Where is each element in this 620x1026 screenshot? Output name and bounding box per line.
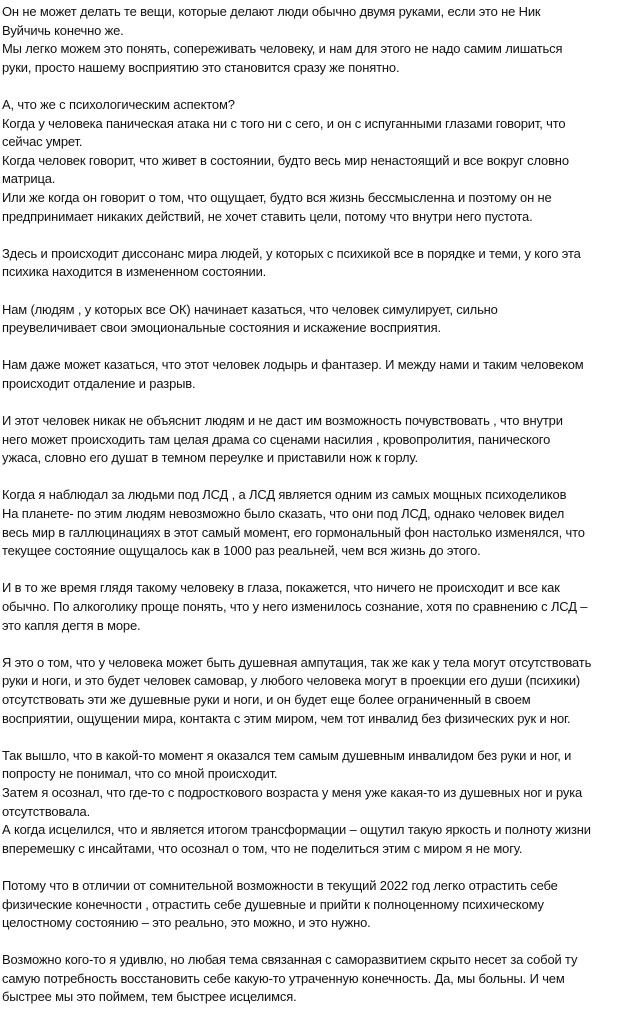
text-line: текущее состояние ощущалось как в 1000 раз реальней, чем вся жизнь до этого. [2,543,481,559]
text-line: быстрее мы это поймем, тем быстрее исцелимся. [2,989,297,1005]
paragraph-8 [2,579,620,635]
text-line: Или же когда он говорит о том, что ощущает, будто вся жизнь бессмысленна и поэтому он не [2,189,552,205]
text-line: Нам (людям , у которых все ОК) начинает казаться, что человек симулирует, сильно [2,301,498,317]
text-line: происходит отдаление и разрыв. [2,375,196,391]
text-line: Нам даже может казаться, что этот человек лодырь и фантазер. И между нами и таким человеком [2,357,584,373]
text-line: сейчас умрет. [2,134,83,150]
text-line: руки, просто нашему восприятию это становится сразу же понятно. [2,59,400,75]
text-line: матрица. [2,171,56,187]
text-line: весь мир в галлюцинациях в этот самый момент, его гормональный фон настолько изменялся, что [2,524,585,540]
text-line: Он не может делать те вещи, которые делают люди обычно двумя руками, если это не Ник [2,4,541,19]
text-line: На планете- по этим людям невозможно было сказать, что они под ЛСД, однако человек видел [2,506,565,522]
text-line: отсутствовать эти же душевные руки и ноги, и он будет еще более ограниченный в своем [2,691,531,707]
text-line: психика находится в измененном состоянии. [2,264,267,280]
text-line: восприятии, ощущении мира, контакта с этим миром, чем тот инвалид без физических рук и ног. [2,710,571,726]
paragraph-12 [2,951,620,1007]
text-line: Я это о том, что у человека может быть душевная ампутация, так же как у тела могут отсутствовать [2,654,592,670]
text-line: руки и ноги, и это будет человек самовар, у любого человека могут в проекции его души (психики) [2,673,581,689]
text-line: Когда человек говорит, что живет в состоянии, будто весь мир ненастоящий и все вокруг словно [2,152,569,168]
text-line: целостному состоянию – это реально, это можно, и это нужно. [2,915,371,931]
paragraph-11 [2,877,620,933]
text-line: преувеличивает свои эмоциональные состояния и искажение восприятия. [2,320,441,336]
paragraph-7 [2,486,620,560]
text-line: И в то же время глядя такому человеку в глаза, покажется, что ничего не происходит и все как [2,580,560,596]
text-line: ужаса, словно его душат в темном переулке и приставили нож к горлу. [2,450,418,466]
text-line: Здесь и происходит диссонанс мира людей, у которых с психикой все в порядке и теми, у кого эта [2,245,581,261]
paragraph-6 [2,412,620,468]
paragraph-3 [2,245,620,282]
text-line: А, что же с психологическим аспектом? [2,96,235,112]
text-line: физические конечности , отрастить себе душевные и прийти к полноценному психическому [2,896,544,912]
text-line: вперемешку с инсайтами, что осознал о том, что не поделиться этим с миром я не могу. [2,840,523,856]
paragraph-2 [2,96,620,226]
text-line: Мы легко можем это понять, сопереживать человеку, и нам для этого не надо самим лишаться [2,41,563,57]
text-line: это капля дегтя в море. [2,617,141,633]
paragraph-10 [2,747,620,859]
text-line: Так вышло, что в какой-то момент я оказался тем самым душевным инвалидом без руки и ног, и [2,747,572,763]
text-line: обычно. По алкоголику проще понять, что у него изменилось сознание, хотя по сравнению с ЛСД – [2,599,588,614]
text-line: попросту не понимал, что со мной происходит. [2,766,278,782]
text-line: Затем я осознал, что где-то с подросткового возраста у меня уже какая-то из душевных ног и рука [2,784,583,800]
text-line: И этот человек никак не объяснит людям и не даст им возможность почувствовать , что внутри [2,413,563,429]
paragraph-9 [2,654,620,728]
paragraph-4 [2,301,620,338]
text-line: А когда исцелился, что и является итогом трансформации – ощутил такую яркость и полноту жизни [2,822,591,838]
text-line: отсутствовала. [2,803,91,819]
paragraph-1 [2,3,620,77]
text-line: Вуйчичь конечно же. [2,22,124,38]
text-line: Когда у человека паническая атака ни с того ни с сего, и он с испуганными глазами говорит, что [2,115,566,131]
text-line: Возможно кого-то я удивлю, но любая тема связанная с саморазвитием скрыто несет за собой ту [2,952,578,968]
text-line: предпринимает никаких действий, не хочет ставить цели, потому что внутри него пустота. [2,208,533,224]
text-line: Когда я наблюдал за людьми под ЛСД , а ЛСД является одним из самых мощных психоделиков [2,487,567,503]
text-line: него может происходить там целая драма со сценами насилия , кровопролития, панического [2,431,551,447]
paragraph-5 [2,356,620,393]
text-line: самую потребность восстановить себе какую-то утраченную конечность. Да, мы больны. И чем [2,970,565,986]
text-line: Потому что в отличии от сомнительной возможности в текущий 2022 год легко отрастить себе [2,877,558,893]
